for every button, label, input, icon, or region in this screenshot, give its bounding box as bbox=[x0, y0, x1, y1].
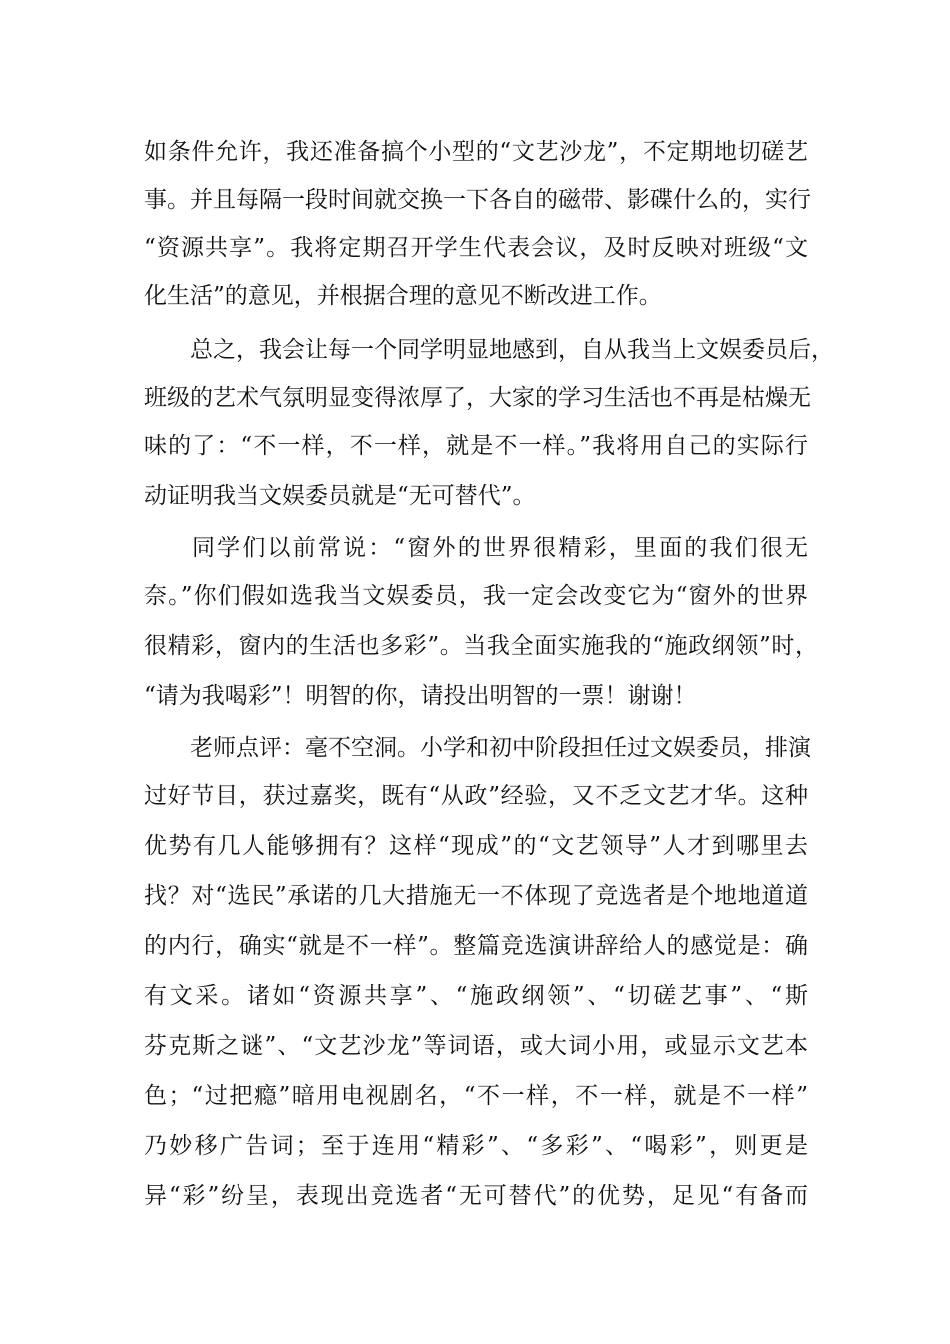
text-line: 同学们以前常说：“窗外的世界很精彩，里面的我们很无 bbox=[192, 535, 808, 561]
text-line: 异“彩”纷呈，表现出竞选者“无可替代”的优势，足见“有备而 bbox=[144, 1183, 808, 1209]
text-line: 如条件允许，我还准备搞个小型的“文艺沙龙”，不定期地切磋艺 bbox=[144, 139, 808, 165]
text-line: 的内行，确实“就是不一样”。整篇竞选演讲辞给人的感觉是：确 bbox=[144, 933, 808, 959]
text-line: “请为我喝彩”！明智的你，请投出明智的一票！谢谢！ bbox=[144, 683, 697, 709]
text-line: “资源共享”。我将定期召开学生代表会议，及时反映对班级“文 bbox=[144, 235, 808, 261]
text-line: 总之，我会让每一个同学明显地感到，自从我当上文娱委员后， bbox=[190, 337, 834, 363]
text-line: 动证明我当文娱委员就是“无可替代”。 bbox=[144, 483, 536, 509]
text-line: 芬克斯之谜”、“文艺沙龙”等词语，或大词小用，或显示文艺本 bbox=[144, 1033, 808, 1059]
text-line: 乃妙移广告词；至于连用“精彩”、“多彩”、“喝彩”，则更是 bbox=[144, 1133, 808, 1159]
text-line: 事。并且每隔一段时间就交换一下各自的磁带、影碟什么的，实行 bbox=[144, 187, 811, 213]
text-line: 优势有几人能够拥有？这样“现成”的“文艺领导”人才到哪里去 bbox=[144, 833, 808, 859]
text-line: 过好节目，获过嘉奖，既有“从政”经验，又不乏文艺才华。这种 bbox=[144, 783, 808, 809]
text-line: 有文采。诸如“资源共享”、“施政纲领”、“切磋艺事”、“斯 bbox=[144, 983, 808, 1009]
text-line: 色；“过把瘾”暗用电视剧名，“不一样，不一样，就是不一样” bbox=[144, 1083, 808, 1109]
text-line: 化生活”的意见，并根据合理的意见不断改进工作。 bbox=[144, 283, 662, 309]
text-line: 找？对“选民”承诺的几大措施无一不体现了竞选者是个地地道道 bbox=[144, 883, 808, 909]
text-line: 味的了：“不一样，不一样，就是不一样。”我将用自己的实际行 bbox=[144, 433, 808, 459]
text-line: 班级的艺术气氛明显变得浓厚了，大家的学习生活也不再是枯燥无 bbox=[144, 385, 811, 411]
text-line: 很精彩，窗内的生活也多彩”。当我全面实施我的“施政纲领”时， bbox=[144, 633, 818, 659]
text-line: 老师点评：毫不空洞。小学和初中阶段担任过文娱委员，排演 bbox=[190, 735, 811, 761]
text-line: 奈。”你们假如选我当文娱委员，我一定会改变它为“窗外的世界 bbox=[144, 583, 808, 609]
